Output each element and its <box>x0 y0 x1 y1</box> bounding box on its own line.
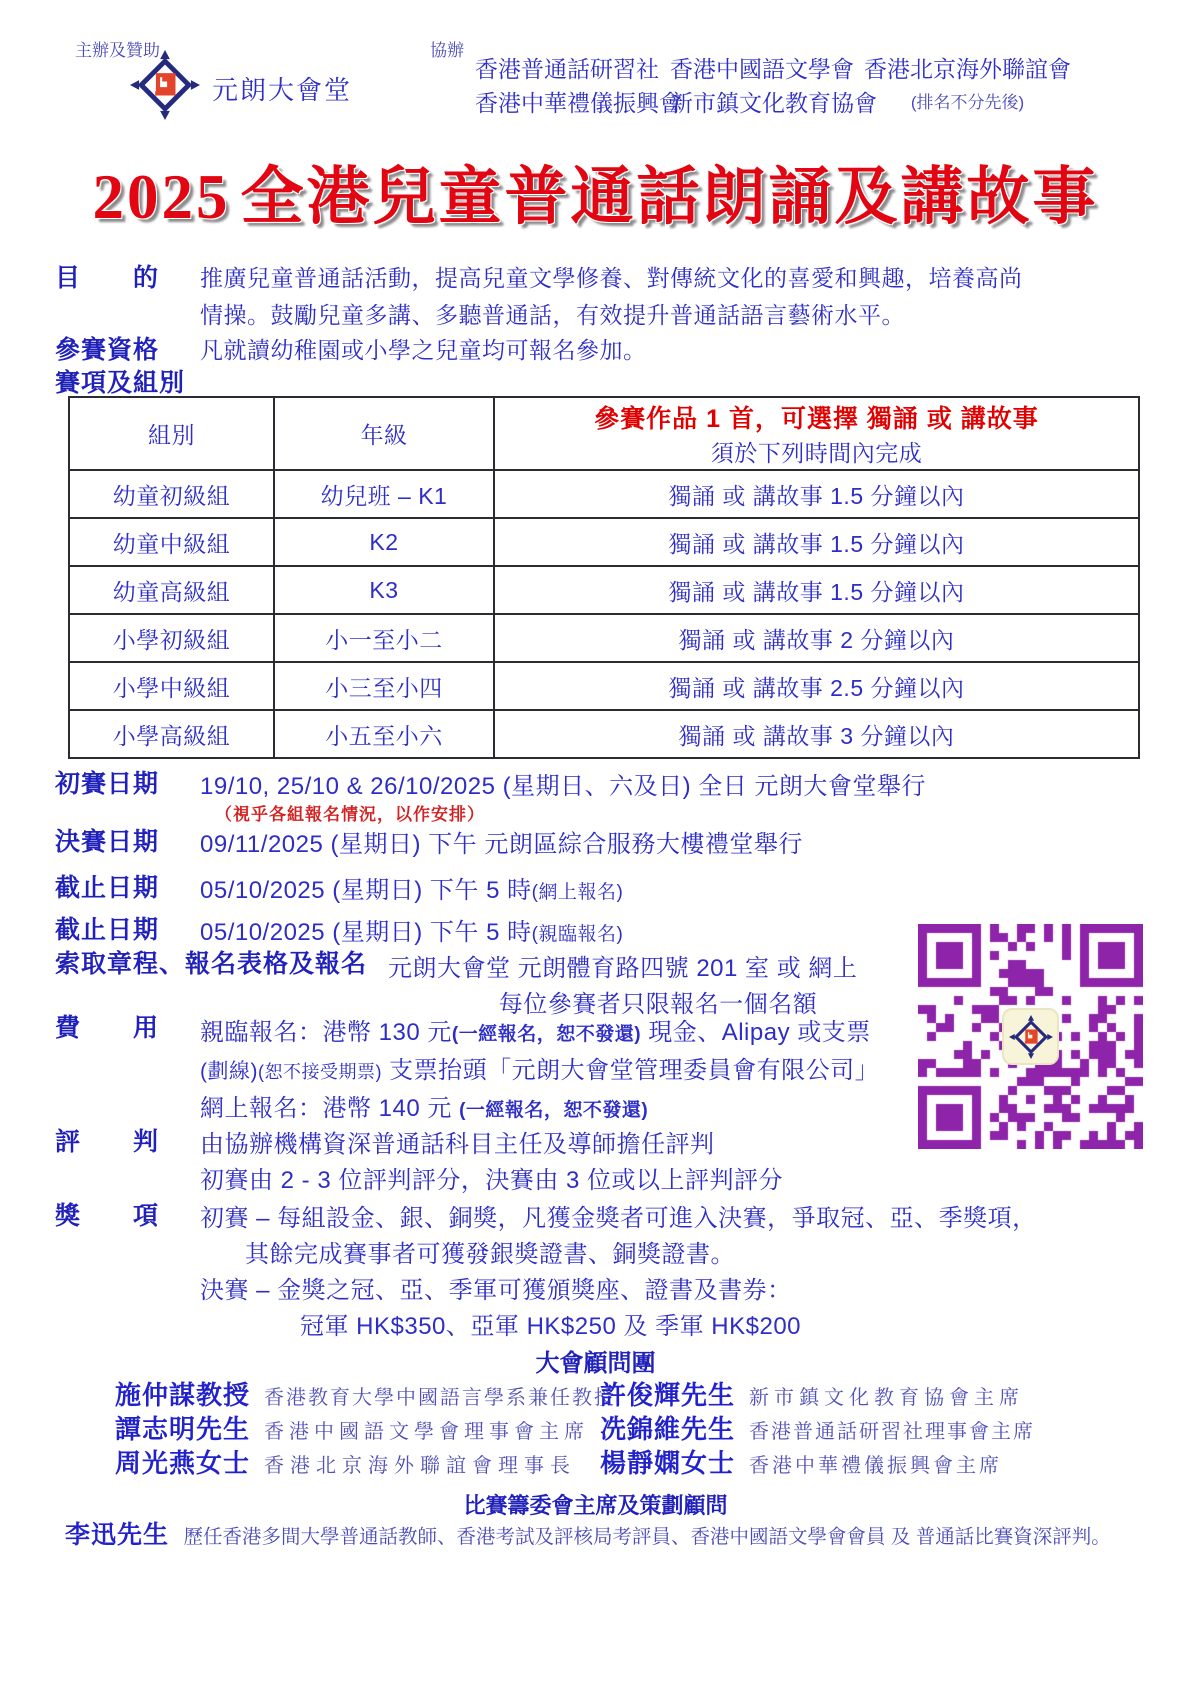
prizes-line2: 其餘完成賽事者可獲發銀獎證書、銅獎證書。 <box>245 1241 735 1268</box>
prizes-line3: 決賽 – 金獎之冠、亞、季軍可獲頒獎座、證書及書券： <box>200 1277 792 1304</box>
co-organizer-ranking-note: (排名不分先後) <box>910 93 1025 112</box>
cell-requirement: 獨誦 或 講故事 1.5 分鐘以內 <box>494 566 1139 614</box>
advisor-row <box>115 1443 576 1480</box>
judges-line2: 初賽由 2 - 3 位評判評分，決賽由 3 位或以上評判評分 <box>200 1167 784 1194</box>
cell-group: 小學高級組 <box>69 710 274 758</box>
cell-requirement: 獨誦 或 講故事 3 分鐘以內 <box>494 710 1139 758</box>
deadline-online-suffix: (網上報名) <box>531 882 624 903</box>
advisor-row <box>600 1409 1035 1446</box>
advisor-row <box>115 1409 589 1446</box>
advisor-title: 香港中國語文學會理事會主席 <box>264 1421 590 1443</box>
fee-line3 <box>200 1088 648 1123</box>
categories-table <box>68 396 1140 759</box>
eligibility-label: 參賽資格 <box>55 336 160 364</box>
advisor-title: 香港中華禮儀振興會主席 <box>749 1455 1003 1477</box>
organizer-name: 元朗大會堂 <box>212 75 353 105</box>
co-organizer-col3 <box>864 52 1071 120</box>
fee-crossed-note: (劃線) <box>200 1060 258 1083</box>
table-row <box>69 614 1139 662</box>
fee-payment-methods: 現金、Alipay 或支票 <box>648 1019 871 1046</box>
cell-grade: 幼兒班 – K1 <box>274 470 494 518</box>
advisor-name: 許俊輝先生 <box>600 1380 736 1410</box>
fee-online-amount: 網上報名：港幣 140 元 <box>200 1095 452 1122</box>
advisor-title: 香港普通話研習社理事會主席 <box>749 1421 1036 1443</box>
cell-grade: 小三至小四 <box>274 662 494 710</box>
qr-center-logo-icon <box>1002 1008 1059 1065</box>
deadline-inperson-text <box>200 912 623 947</box>
deadline-online-label: 截止日期 <box>55 874 160 902</box>
fee-cheque-payee: 支票抬頭「元朗大會堂管理委員會有限公司」 <box>389 1057 880 1084</box>
judges-label: 評 判 <box>55 1128 160 1156</box>
col-header-requirement-red: 參賽作品 1 首，可選擇 獨誦 或 講故事 <box>594 405 1039 433</box>
co-organizer-label: 協辦 <box>430 41 464 60</box>
table-header-row <box>69 397 1139 470</box>
organizer-label: 主辦及贊助 <box>75 41 160 60</box>
col-header-grade: 年級 <box>274 397 494 470</box>
committee-chair-description: 歷任香港多間大學普通話教師、香港考試及評核局考評員、香港中國語文學會會員 及 普通話比賽資深評判。 <box>183 1526 1111 1548</box>
deadline-online-main: 05/10/2025 (星期日) 下午 5 時 <box>200 877 532 904</box>
cell-requirement: 獨誦 或 講故事 2 分鐘以內 <box>494 614 1139 662</box>
advisor-row <box>115 1375 616 1412</box>
prelim-date-text: 19/10, 25/10 & 26/10/2025 (星期日、六及日) 全日 元朗大會堂舉行 <box>200 773 926 800</box>
organizer-logo-icon <box>130 50 200 125</box>
title-text: 全港兒童普通話朗誦及講故事 <box>240 162 1099 232</box>
advisor-name: 施仲謀教授 <box>115 1380 251 1410</box>
table-row <box>69 662 1139 710</box>
advisor-name: 冼錦維先生 <box>600 1414 736 1444</box>
prizes-line4: 冠軍 HK$350、亞軍 HK$250 及 季軍 HK$200 <box>300 1313 802 1340</box>
co-organizer-col1 <box>475 52 682 120</box>
prelim-date-note: （視乎各組報名情況，以作安排） <box>215 805 485 824</box>
final-date-label: 決賽日期 <box>55 828 160 856</box>
advisor-title: 新市鎮文化教育協會主席 <box>749 1387 1025 1409</box>
table-row <box>69 710 1139 758</box>
advisor-row <box>600 1443 1002 1480</box>
deadline-inperson-suffix: (親臨報名) <box>531 924 624 945</box>
deadline-inperson-label: 截止日期 <box>55 916 160 944</box>
deadline-online-text <box>200 870 623 905</box>
fee-line1 <box>200 1012 871 1047</box>
qr-code <box>918 924 1143 1149</box>
col-header-group: 組別 <box>69 397 274 470</box>
cell-grade: K2 <box>274 518 494 566</box>
prizes-line1: 初賽 – 每組設金、銀、銅獎，凡獲金獎者可進入決賽，爭取冠、亞、季獎項， <box>200 1205 1037 1232</box>
co-organizer-5: 香港北京海外聯誼會 <box>864 56 1071 82</box>
advisor-name: 周光燕女士 <box>115 1448 251 1478</box>
purpose-line1: 推廣兒童普通話活動，提高兒童文學修養、對傳統文化的喜愛和興趣，培養高尚 <box>200 265 1023 291</box>
committee-heading: 比賽籌委會主席及策劃顧問 <box>463 1493 728 1518</box>
table-row <box>69 566 1139 614</box>
committee-chair-name: 李迅先生 <box>65 1521 170 1549</box>
judges-line1: 由協辦機構資深普通話科目主任及導師擔任評判 <box>200 1131 715 1158</box>
cell-group: 幼童初級組 <box>69 470 274 518</box>
cell-group: 小學中級組 <box>69 662 274 710</box>
fee-label: 費 用 <box>55 1014 160 1042</box>
co-organizer-2: 香港中華禮儀振興會 <box>475 90 682 116</box>
registration-line2: 每位參賽者只限報名一個名額 <box>498 991 818 1018</box>
cell-group: 幼童中級組 <box>69 518 274 566</box>
eligibility-text: 凡就讀幼稚園或小學之兒童均可報名參加。 <box>200 337 647 363</box>
cell-grade: 小一至小二 <box>274 614 494 662</box>
cell-group: 小學初級組 <box>69 614 274 662</box>
purpose-label: 目 的 <box>55 264 160 292</box>
advisor-row <box>600 1375 1024 1412</box>
cell-requirement: 獨誦 或 講故事 1.5 分鐘以內 <box>494 470 1139 518</box>
page-title <box>0 146 1191 237</box>
advisor-title: 香港北京海外聯誼會理事長 <box>264 1455 577 1477</box>
deadline-inperson-main: 05/10/2025 (星期日) 下午 5 時 <box>200 919 532 946</box>
advisor-name: 譚志明先生 <box>115 1414 251 1444</box>
co-organizer-3: 香港中國語文學會 <box>670 56 854 82</box>
fee-postdated-note: (恕不接受期票) <box>258 1062 382 1082</box>
advisor-name: 楊靜嫻女士 <box>600 1448 736 1478</box>
co-organizer-1: 香港普通話研習社 <box>475 56 659 82</box>
advisors-heading: 大會顧問團 <box>535 1350 656 1377</box>
cell-grade: K3 <box>274 566 494 614</box>
prizes-label: 獎 項 <box>55 1202 160 1230</box>
cell-grade: 小五至小六 <box>274 710 494 758</box>
prelim-date-label: 初賽日期 <box>55 770 160 798</box>
co-organizer-col2 <box>670 52 877 120</box>
fee-inperson-note: (一經報名，恕不發還) <box>451 1024 642 1045</box>
cell-requirement: 獨誦 或 講故事 1.5 分鐘以內 <box>494 518 1139 566</box>
fee-line2 <box>200 1050 879 1085</box>
cell-group: 幼童高級組 <box>69 566 274 614</box>
fee-online-note: (一經報名，恕不發還) <box>459 1100 649 1121</box>
final-date-text: 09/11/2025 (星期日) 下午 元朗區綜合服務大樓禮堂舉行 <box>200 831 803 858</box>
cell-requirement: 獨誦 或 講故事 2.5 分鐘以內 <box>494 662 1139 710</box>
col-header-requirement <box>494 397 1139 470</box>
registration-line1: 元朗大會堂 元朗體育路四號 201 室 或 網上 <box>388 955 858 982</box>
registration-label: 索取章程、報名表格及報名 <box>55 950 368 978</box>
fee-inperson-amount: 親臨報名：港幣 130 元 <box>200 1019 452 1046</box>
purpose-line2: 情操。鼓勵兒童多講、多聽普通話，有效提升普通話語言藝術水平。 <box>200 302 905 328</box>
table-row <box>69 470 1139 518</box>
table-row <box>69 518 1139 566</box>
categories-heading: 賽項及組別 <box>55 369 186 397</box>
title-year: 2025 <box>92 162 231 232</box>
co-organizer-4: 新市鎮文化教育協會 <box>670 90 877 116</box>
committee-row <box>65 1515 1111 1551</box>
advisor-title: 香港教育大學中國語言學系兼任教授 <box>264 1387 617 1409</box>
col-header-requirement-blue: 須於下列時間內完成 <box>710 440 923 466</box>
